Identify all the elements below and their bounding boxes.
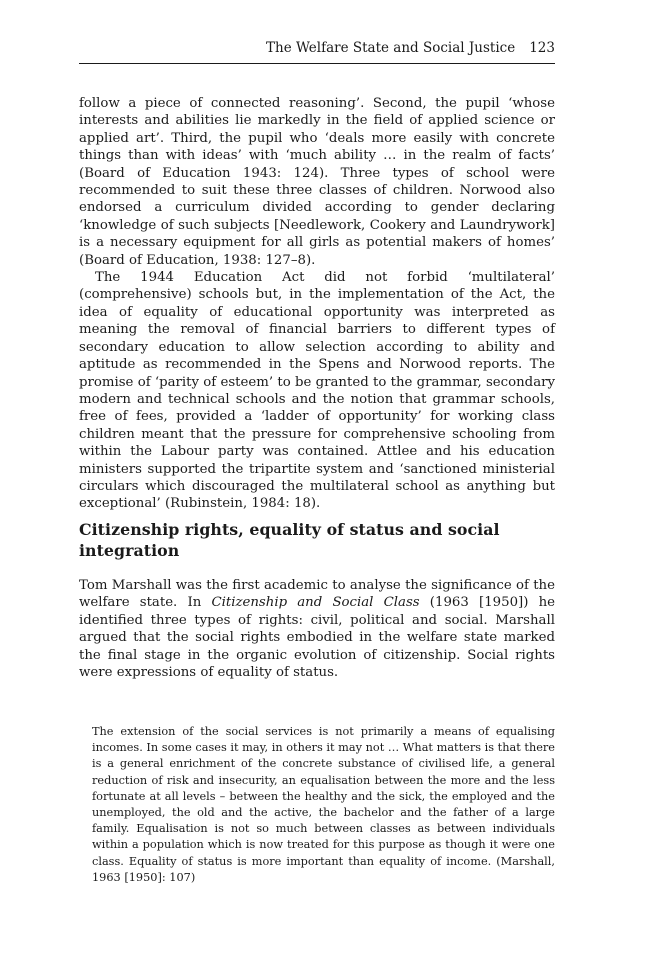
block-quote: The extension of the social services is not primarily a means of equalising incomes. In some cases it may, in others it may not … What matters is that there is a general enrichment of the concrete substance of civilised life, a general reduction of risk and insecurity, an equalisation between the more and the less fortunate at all levels – between the healthy and the sick, the employed and the unemployed, the old and the active, the bachelor and the father of a large family. Equalisation is not so much between classes as between individuals within a population which is now treated for this purpose as though it were one class. Equality of status is more important than equality of income. (Marshall, 1963 [1950]: 107) (92, 725, 555, 884)
body-section-2 (79, 577, 555, 681)
paragraph-2: The 1944 Education Act did not forbid ‘multilateral’ (comprehensive) schools but, in the implementation of the Act, the idea of equality of educational opportunity was interpreted as meaning the removal of financial barriers to different types of secondary education to allow selection according to ability and aptitude as recommended in the Spens and Norwood reports. The promise of ‘parity of esteem’ to be granted to the grammar, secondary modern and technical schools and the notion that grammar schools, free of fees, provided a ‘ladder of opportunity’ for working class children meant that the pressure for comprehensive schooling from within the Labour party was contained. Attlee and his education ministers supported the tripartite system and ‘sanctioned ministerial circulars which discouraged the multilateral school as anything but exceptional’ (Rubinstein, 1984: 18). (79, 270, 555, 512)
paragraph-3 (79, 577, 555, 681)
running-head (79, 38, 555, 58)
paragraph-1: follow a piece of connected reasoning’. Second, the pupil ‘whose interests and abilities lie markedly in the field of applied science or applied art’. Third, the pupil who ‘deals more easily with concrete things than with ideas’ with ‘much ability … in the realm of facts’ (Board of Education 1943: 124). Three types of school were recommended to suit these three classes of children. Norwood also endorsed a curriculum divided according to gender declaring ‘knowledge of such subjects [Needlework, Cookery and Laundrywork] is a necessary equipment for all girls as potential makers of homes’ (Board of Education, 1938: 127–8). (79, 96, 555, 268)
paragraph-3-text-b: (1963 [1950]) he identified three types of rights: civil, political and social. Marshall argued that the social rights embodied in the welfare state marked the final stage in the organic evolution of citizenship. Social rights were expressions of equality of status. (79, 595, 556, 681)
paragraph-3-text-a: Tom Marshall was the first academic to analyse the significance of the welfare state. In (79, 578, 555, 611)
page-number: 123 (529, 40, 555, 56)
section-heading: Citizenship rights, equality of status and social integration (79, 520, 500, 560)
header-rule (79, 63, 555, 64)
running-title: The Welfare State and Social Justice (266, 40, 516, 56)
body-section-1 (79, 95, 555, 513)
book-title: Citizenship and Social Class (211, 595, 420, 611)
